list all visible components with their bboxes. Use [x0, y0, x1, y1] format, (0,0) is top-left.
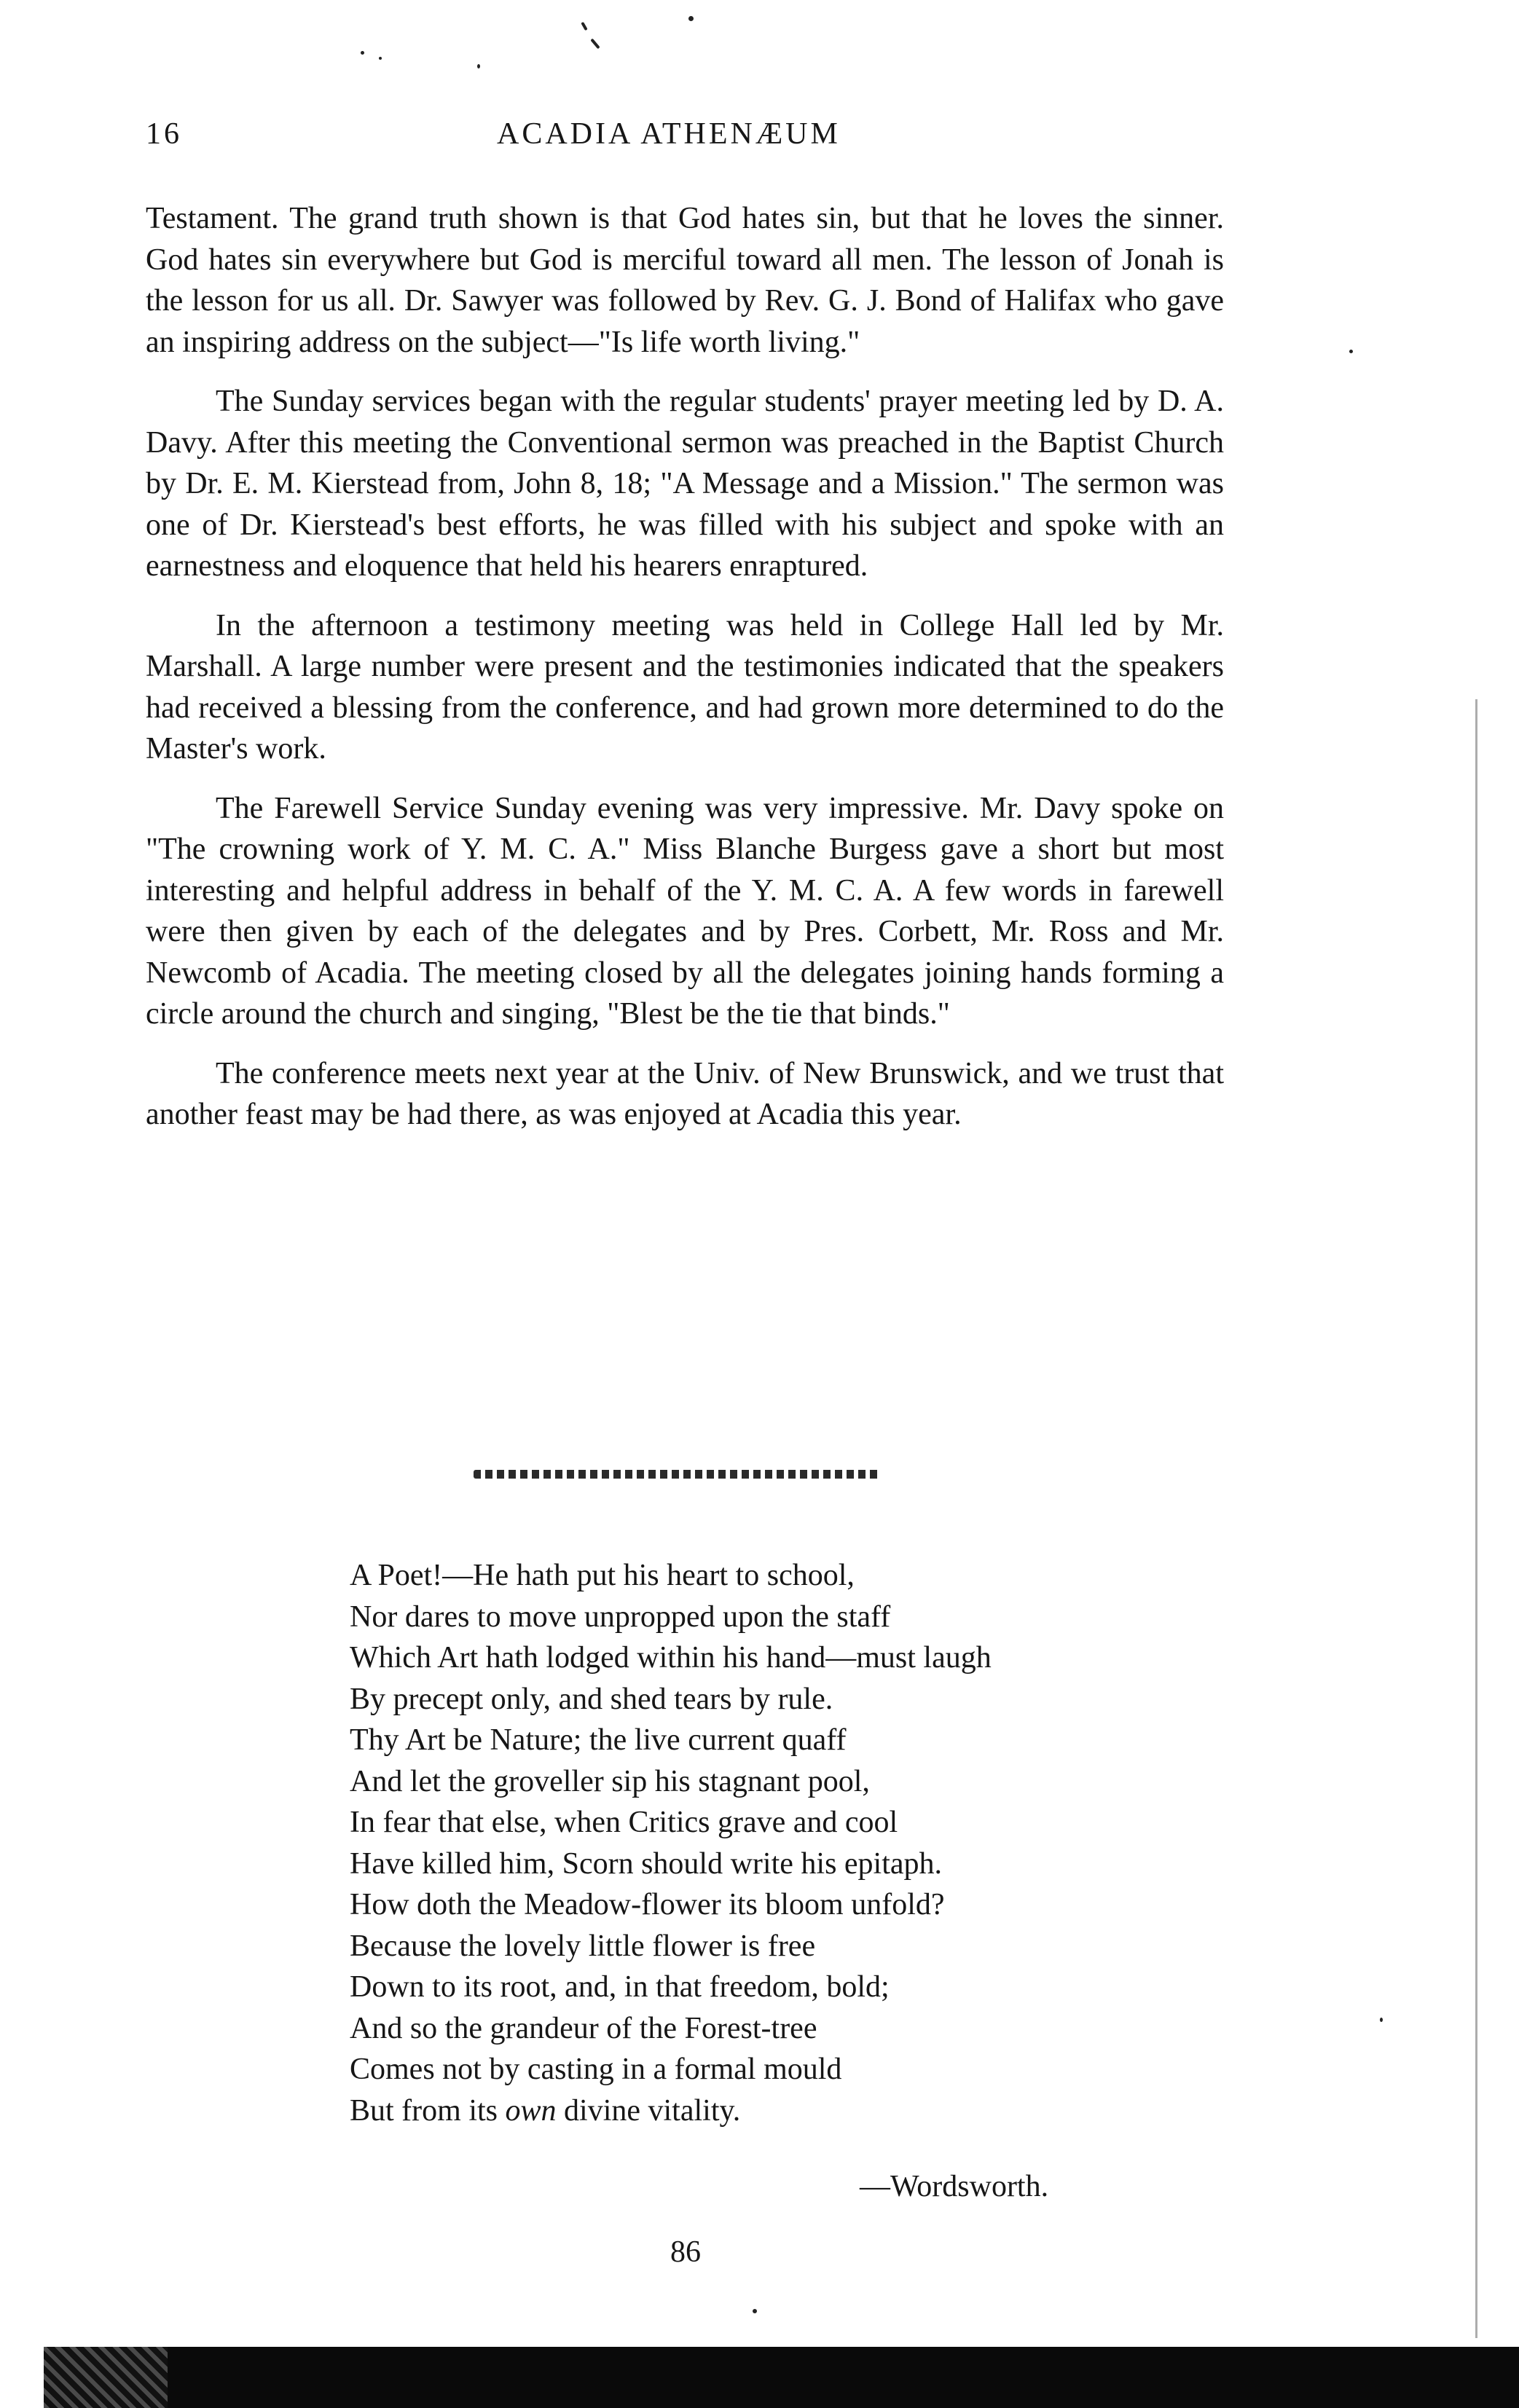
paragraph: The conference meets next year at the Univ. of New Brunswick, and we trust that another feast may be had there, as was enjoyed at Acadia this year.	[146, 1056, 1224, 1131]
header-page-number: 16	[146, 117, 182, 151]
page-header	[146, 117, 1268, 160]
poem-line: Comes not by casting in a formal mould	[350, 2053, 842, 2086]
poem	[350, 1555, 1188, 2131]
paragraph: In the afternoon a testimony meeting was held in College Hall led by Mr. Marshall. A large number were present and the testimonies indicated that the speakers had received a blessing from the conference, and had grown more determined to do the Master's work.	[146, 608, 1224, 766]
poem-line: Thy Art be Nature; the live current quaff	[350, 1723, 847, 1757]
scan-speck	[1349, 350, 1353, 353]
running-title: ACADIA ATHENÆUM	[497, 117, 841, 151]
scan-speck	[379, 57, 382, 60]
article-body	[146, 198, 1224, 1154]
paragraph: The Sunday services began with the regular students' prayer meeting led by D. A. Davy. After this meeting the Conventional sermon was preached in the Baptist Church by Dr. E. M. Kierstead from, John 8, 18; "A Message and a Mission." The sermon was one of Dr. Kierstead's best efforts, he was filled with his subject and spoke with an earnestness and eloquence that held his hearers enraptured.	[146, 385, 1224, 583]
poem-line: A Poet!—He hath put his heart to school,	[350, 1559, 855, 1592]
poem-emphasis: own	[505, 2093, 557, 2128]
poem-line: In fear that else, when Critics grave and cool	[350, 1806, 898, 1839]
scan-speck	[581, 22, 587, 31]
poem-line: Nor dares to move unpropped upon the staff	[350, 1600, 891, 1634]
folio-number: 86	[670, 2235, 701, 2269]
scan-speck	[688, 16, 694, 21]
section-ornament	[474, 1470, 882, 1479]
poem-line: Have killed him, Scorn should write his epitaph.	[350, 1846, 943, 1881]
poem-line: And let the groveller sip his stagnant pool,	[350, 1764, 870, 1798]
paragraph: Testament. The grand truth shown is that God hates sin, but that he loves the sinner. God hates sin everywhere but God is merciful toward all men. The lesson of Jonah is the lesson for us all. Dr. Sawyer was followed by Rev. G. J. Bond of Halifax who gave an inspiring address on the subject—"Is life worth living."	[146, 202, 1224, 359]
paragraph: The Farewell Service Sunday evening was very impressive. Mr. Davy spoke on "The crowning work of Y. M. C. A." Miss Blanche Burgess gave a short but most interesting and helpful address in behalf of the Y. M. C. A. A few words in farewell were then given by each of the delegates and by Pres. Corbett, Mr. Ross and Mr. Newcomb of Acadia. The meeting closed by all the delegates joining hands forming a circle around the church and singing, "Blest be the tie that binds."	[146, 791, 1224, 1031]
poem-line: Which Art hath lodged within his hand—must laugh	[350, 1641, 992, 1675]
poem-line-last	[350, 2090, 1188, 2132]
poem-line: By precept only, and shed tears by rule.	[350, 1682, 833, 1716]
poem-line: Because the lovely little flower is free	[350, 1929, 816, 1963]
poem-line: Down to its root, and, in that freedom, bold;	[350, 1970, 890, 2004]
poem-line: And so the grandeur of the Forest-tree	[350, 2011, 817, 2045]
scan-speck	[361, 51, 364, 55]
scan-speck	[1380, 2018, 1383, 2022]
poem-text: But from its	[350, 2093, 506, 2128]
scan-edge-line	[1475, 699, 1477, 2338]
scan-speck	[753, 2309, 757, 2313]
scan-border-texture	[44, 2347, 168, 2408]
scan-border-bar	[44, 2347, 1519, 2408]
scan-speck	[477, 64, 480, 68]
scan-speck	[590, 39, 600, 50]
poem-attribution: —Wordsworth.	[860, 2170, 1049, 2203]
poem-text: divine vitality.	[556, 2093, 741, 2128]
poem-line: How doth the Meadow-flower its bloom unfold?	[350, 1888, 945, 1921]
